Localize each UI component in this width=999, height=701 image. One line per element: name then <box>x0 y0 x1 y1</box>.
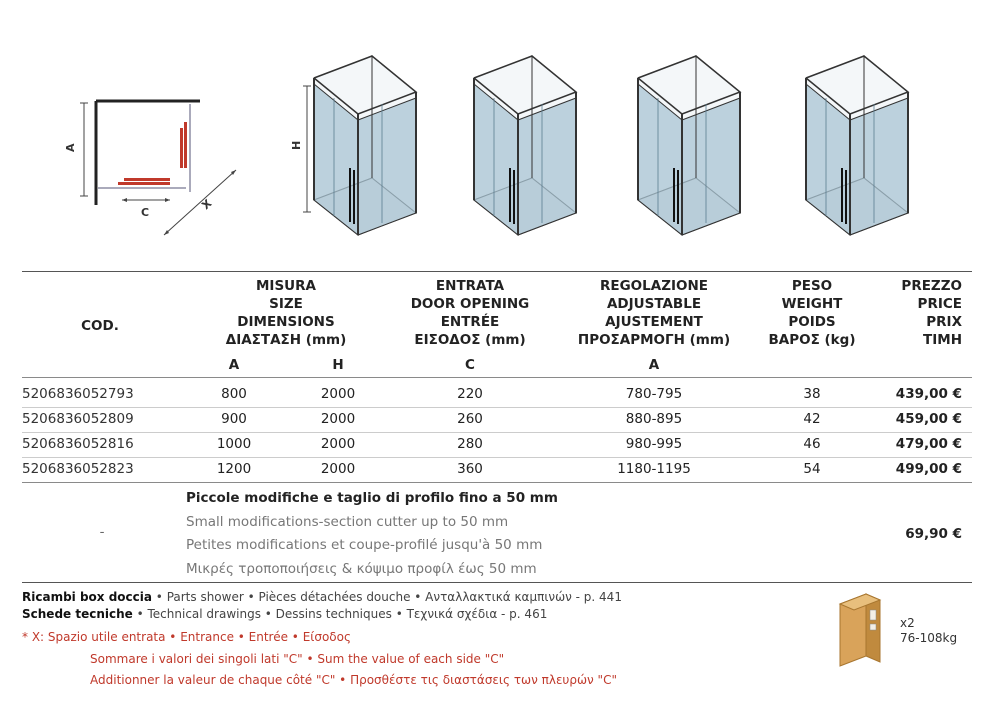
subheader-c: C <box>465 357 475 373</box>
spare-parts-key: Ricambi box doccia <box>22 590 152 604</box>
product-code: 5206836052793 <box>22 386 134 402</box>
weight: 42 <box>803 411 821 427</box>
shower-cabin-2 <box>474 56 576 235</box>
rows-bottom-rule <box>22 482 972 483</box>
table-bottom-rule <box>22 582 972 583</box>
weight: 46 <box>803 436 821 452</box>
technical-drawings-text: • Technical drawings • Dessins techniques • Τεχνικά σχέδια - p. 461 <box>132 607 548 621</box>
subheader-h: H <box>332 357 344 373</box>
table-top-rule <box>22 271 972 272</box>
package-box-icon <box>832 590 888 670</box>
spare-parts-reference <box>22 590 622 604</box>
price: 439,00 € <box>895 386 962 402</box>
shower-cabin-drawings <box>314 56 908 235</box>
header-adjustable: REGOLAZIONE ADJUSTABLE AJUSTEMENT ΠΡΟΣΑΡΜΟΓΗ (mm) <box>577 278 731 348</box>
spare-parts-text: • Parts shower • Pièces détachées douche • Ανταλλακτικά καμπινών - p. 441 <box>151 590 622 604</box>
table-row <box>0 382 999 408</box>
modification-gr: Μικρές τροποποιήσεις & κόψιμο προφίλ έως 50 mm <box>186 561 537 577</box>
price: 479,00 € <box>895 436 962 452</box>
note-additionner: Additionner la valeur de chaque côté "C" • Προσθέστε τις διαστάσεις των πλευρών "C" <box>90 673 617 687</box>
modification-fr: Petites modifications et coupe-profilé jusqu'à 50 mm <box>186 537 543 553</box>
modification-code: - <box>99 524 105 540</box>
size-a: 1200 <box>216 461 252 477</box>
adjustable-range: 880-895 <box>625 411 683 427</box>
subheader-adj-a: A <box>648 357 660 373</box>
header-size: MISURA SIZE DIMENSIONS ΔΙΑΣΤΑΣΗ (mm) <box>225 278 347 348</box>
modification-en: Small modifications-section cutter up to 50 mm <box>186 514 509 530</box>
size-h: 2000 <box>320 386 356 402</box>
note-entrance: * X: Spazio utile entrata • Entrance • Entrée • Είσοδος <box>22 630 352 644</box>
table-row <box>0 407 999 433</box>
size-a: 1000 <box>216 436 252 452</box>
door-opening: 220 <box>457 386 483 402</box>
adjustable-range: 780-795 <box>625 386 683 402</box>
header-rule <box>22 377 972 378</box>
door-opening: 360 <box>457 461 483 477</box>
height-dimension <box>303 86 311 212</box>
product-code: 5206836052816 <box>22 436 134 452</box>
shower-cabin-4 <box>806 56 908 235</box>
adjustable-range: 1180-1195 <box>617 461 691 477</box>
label-h: H <box>290 140 303 150</box>
header-door-opening: ENTRATA DOOR OPENING ENTRÉE ΕΙΣΟΔΟΣ (mm) <box>410 278 530 348</box>
product-code: 5206836052823 <box>22 461 134 477</box>
label-x: X <box>199 196 215 213</box>
size-a: 800 <box>221 386 247 402</box>
table-row <box>0 457 999 483</box>
product-code: 5206836052809 <box>22 411 134 427</box>
size-a: 900 <box>221 411 247 427</box>
size-h: 2000 <box>320 411 356 427</box>
weight: 38 <box>803 386 821 402</box>
note-sum-sides: Sommare i valori dei singoli lati "C" • Sum the value of each side "C" <box>90 652 505 666</box>
price: 459,00 € <box>895 411 962 427</box>
technical-drawings-reference <box>22 607 547 621</box>
header-price: PREZZO PRICE PRIX ΤΙΜΗ <box>901 278 962 348</box>
weight: 54 <box>803 461 821 477</box>
header-weight: PESO WEIGHT POIDS ΒΑΡΟΣ (kg) <box>768 278 856 348</box>
size-h: 2000 <box>320 461 356 477</box>
product-diagrams <box>0 0 999 265</box>
shower-cabin-3 <box>638 56 740 235</box>
door-opening: 260 <box>457 411 483 427</box>
price: 499,00 € <box>895 461 962 477</box>
technical-drawings-key: Schede tecniche <box>22 607 133 621</box>
size-h: 2000 <box>320 436 356 452</box>
plan-view-diagram <box>80 101 236 235</box>
table-row <box>0 432 999 458</box>
label-c: C <box>141 206 150 219</box>
modification-title: Piccole modifiche e taglio di profilo fino a 50 mm <box>186 490 558 506</box>
package-quantity: x2 <box>900 616 915 630</box>
shower-cabin-1 <box>314 56 416 235</box>
modification-price: 69,90 € <box>905 526 962 542</box>
subheader-a: A <box>228 357 240 373</box>
header-code: COD. <box>81 318 119 334</box>
label-a: A <box>64 143 77 152</box>
package-weight: 76-108kg <box>900 631 958 645</box>
door-opening: 280 <box>457 436 483 452</box>
adjustable-range: 980-995 <box>625 436 683 452</box>
